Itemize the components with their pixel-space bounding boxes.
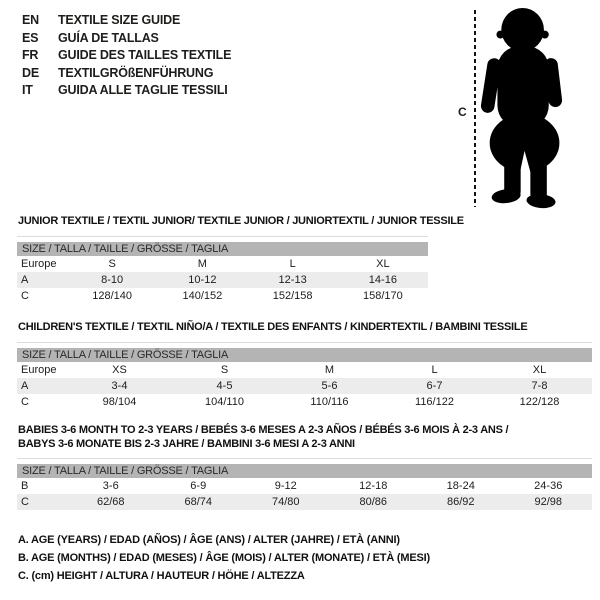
size-cell: S <box>220 364 229 376</box>
row-label: Europe <box>21 258 57 270</box>
language-row <box>22 30 231 48</box>
height-measure-line <box>474 10 476 207</box>
size-cell: 18-24 <box>446 480 475 492</box>
size-cell: 158/170 <box>362 290 403 302</box>
size-cell: 7-8 <box>531 380 548 392</box>
language-title: GUÍA DE TALLAS <box>58 30 159 45</box>
size-header-band: SIZE / TALLA / TAILLE / GRÖSSE / TAGLIA <box>17 242 428 256</box>
size-cell: 10-12 <box>188 274 217 286</box>
size-cell: 12-18 <box>359 480 388 492</box>
size-cell: 4-5 <box>216 380 233 392</box>
size-cell: 122/128 <box>519 396 560 408</box>
language-code: DE <box>22 65 39 80</box>
size-cell: 3-6 <box>102 480 119 492</box>
row-label: A <box>21 274 29 286</box>
size-cell: 12-13 <box>278 274 307 286</box>
language-code: IT <box>22 83 33 97</box>
language-header <box>22 12 231 100</box>
language-title: TEXTILGRÖßENFÜHRUNG <box>58 65 214 80</box>
babies-table-title-line1: BABIES 3-6 MONTH TO 2-3 YEARS / BEBÉS 3-6 MESES A 2-3 AÑOS / BÉBÉS 3-6 MOIS À 2-3 ANS / <box>18 424 509 436</box>
language-row <box>22 47 231 65</box>
size-cell: 98/104 <box>102 396 137 408</box>
babies-table-title <box>18 423 593 451</box>
size-cell: 14-16 <box>368 274 397 286</box>
row-label: C <box>21 396 29 408</box>
size-cell: 140/152 <box>182 290 223 302</box>
table-row <box>17 378 592 394</box>
size-cell: XL <box>376 258 390 270</box>
junior-size-table <box>17 236 428 304</box>
footnote-b: B. AGE (MONTHS) / EDAD (MESES) / ÂGE (MOIS) / ALTER (MONATE) / ETÀ (MESI) <box>18 552 430 564</box>
table-row <box>17 256 428 272</box>
size-cell: 74/80 <box>271 496 300 508</box>
babies-table-title-line2: BABYS 3-6 MONATE BIS 2-3 JAHRE / BAMBINI 3-6 MESI A 2-3 ANNI <box>18 438 355 450</box>
size-header-band: SIZE / TALLA / TAILLE / GRÖSSE / TAGLIA <box>17 348 592 362</box>
size-cell: 68/74 <box>184 496 213 508</box>
size-cell: 128/140 <box>92 290 132 302</box>
size-cell: 62/68 <box>96 496 125 508</box>
size-cell: S <box>108 258 116 270</box>
babies-size-table <box>17 458 592 510</box>
row-label: A <box>21 380 29 392</box>
table-row <box>17 272 428 288</box>
size-cell: 104/110 <box>205 396 244 408</box>
footnote-a: A. AGE (YEARS) / EDAD (AÑOS) / ÂGE (ANS) / ALTER (JAHRE) / ETÀ (ANNI) <box>18 534 400 546</box>
height-label-c: C <box>458 105 467 119</box>
row-label: B <box>21 480 29 492</box>
size-cell: 80/86 <box>359 496 388 508</box>
table-row <box>17 362 592 378</box>
language-title: TEXTILE SIZE GUIDE <box>58 13 181 27</box>
size-cell: 6-7 <box>426 380 443 392</box>
row-label: C <box>21 290 29 302</box>
table-row <box>17 288 428 304</box>
size-cell: 6-9 <box>190 480 207 492</box>
size-cell: 86/92 <box>446 496 475 508</box>
size-cell: XS <box>112 364 127 376</box>
footnote-c: C. (cm) HEIGHT / ALTURA / HAUTEUR / HÖHE / ALTEZZA <box>18 570 305 582</box>
size-header-band: SIZE / TALLA / TAILLE / GRÖSSE / TAGLIA <box>17 464 592 478</box>
language-code: ES <box>22 30 39 45</box>
language-row <box>22 12 231 30</box>
size-cell: 24-36 <box>534 480 563 492</box>
size-cell: 8-10 <box>101 274 124 286</box>
size-cell: M <box>197 258 207 270</box>
size-cell: M <box>324 364 335 376</box>
row-label: Europe <box>21 364 57 376</box>
size-cell: 9-12 <box>274 480 297 492</box>
table-row <box>17 478 592 494</box>
size-cell: L <box>289 258 296 270</box>
toddler-silhouette <box>480 7 572 209</box>
size-cell: L <box>431 364 438 376</box>
language-code: EN <box>22 13 39 27</box>
footnotes <box>18 531 430 585</box>
language-row <box>22 82 231 100</box>
table-row <box>17 494 592 510</box>
language-title: GUIDA ALLE TAGLIE TESSILI <box>58 83 228 97</box>
junior-table-title: JUNIOR TEXTILE / TEXTIL JUNIOR/ TEXTILE JUNIOR / JUNIORTEXTIL / JUNIOR TESSILE <box>18 215 464 227</box>
size-cell: 5-6 <box>321 380 338 392</box>
size-cell: 116/122 <box>415 396 454 408</box>
children-size-table <box>17 342 592 410</box>
row-label: C <box>21 496 29 508</box>
size-cell: 110/116 <box>310 396 349 408</box>
size-cell: 152/158 <box>272 290 313 302</box>
size-cell: XL <box>532 364 547 376</box>
children-table-title: CHILDREN'S TEXTILE / TEXTIL NIÑO/A / TEXTILE DES ENFANTS / KINDERTEXTIL / BAMBINI TESSILE <box>18 321 528 333</box>
size-cell: 92/98 <box>534 496 563 508</box>
language-title: GUIDE DES TAILLES TEXTILE <box>58 48 232 62</box>
language-row <box>22 65 231 83</box>
table-row <box>17 394 592 410</box>
size-cell: 3-4 <box>111 380 128 392</box>
language-code: FR <box>22 48 39 62</box>
